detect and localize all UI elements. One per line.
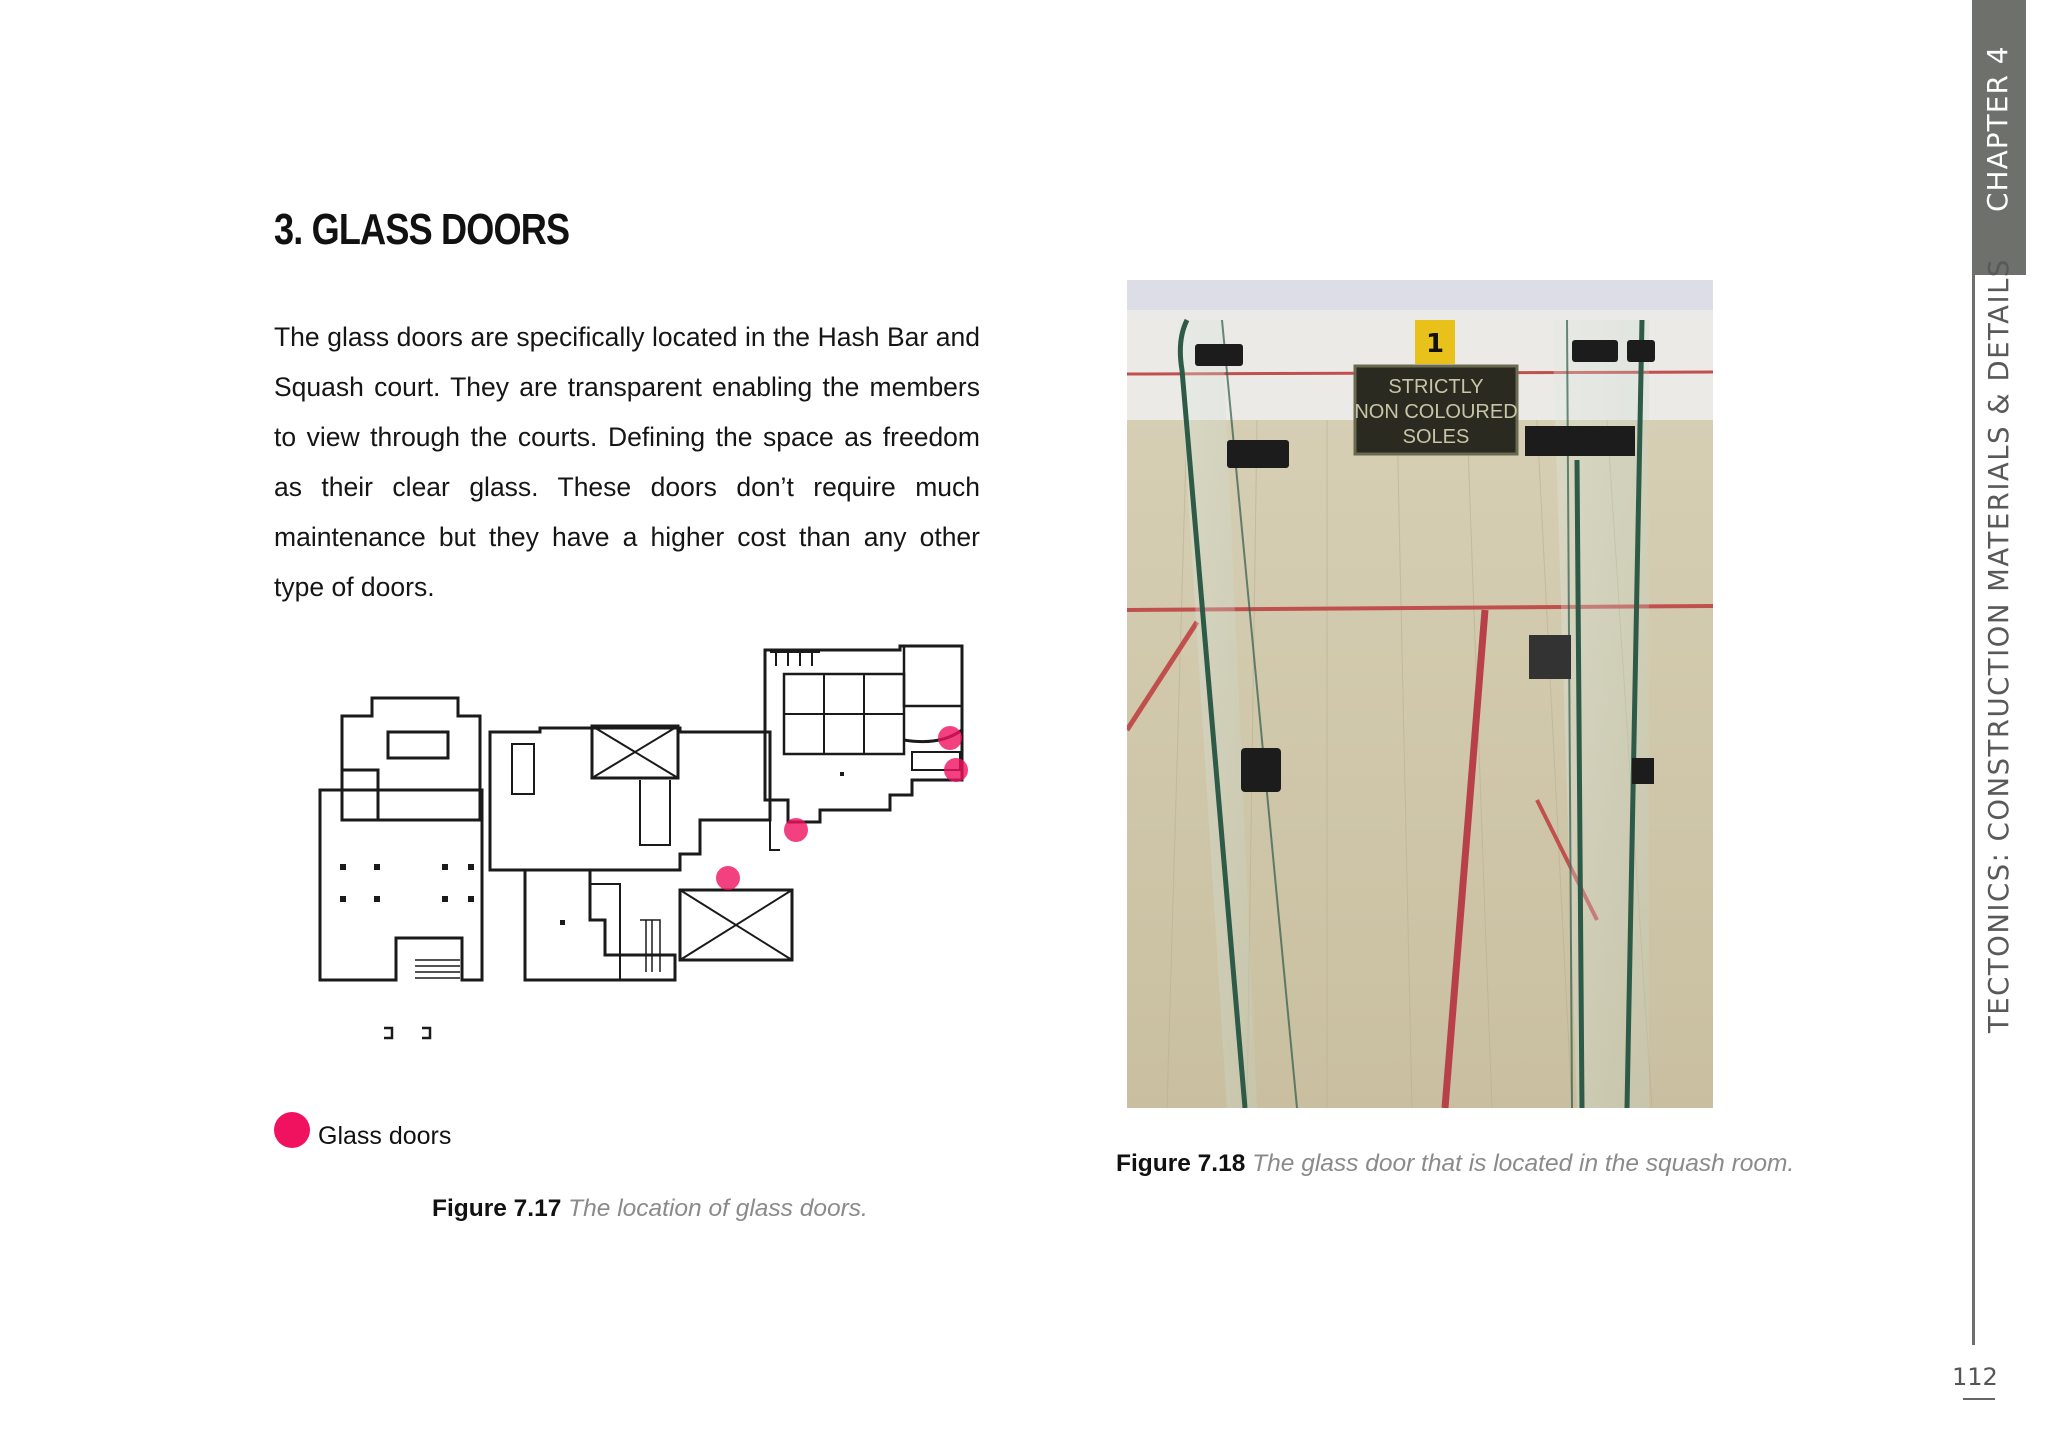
body-paragraph: The glass doors are specifically located in the Hash Bar and Squash court. They are transparent enabling the members to view through the courts. Defining the space as freedom as their clear glass. These doors don’t require much maintenance but they have a higher cost than any other type of doors. [274, 322, 980, 602]
figure-7-17-caption [432, 1195, 868, 1223]
squash-court-photo [1127, 280, 1713, 1108]
squash-court-drawing [1127, 280, 1713, 1108]
legend-marker [274, 1112, 310, 1148]
page-number: 112 [1952, 1363, 1998, 1391]
sign-line-3: SOLES [1402, 426, 1470, 448]
legend-label: Glass doors [318, 1122, 452, 1150]
figure-description: The glass door that is located in the squash room. [1252, 1150, 1795, 1177]
section-title: 3. GLASS DOORS [274, 205, 570, 254]
figure-number: Figure 7.18 [1116, 1150, 1246, 1177]
figure-7-18-caption [1116, 1150, 1794, 1178]
court-number: 1 [1425, 329, 1445, 359]
page-number-underline [1963, 1398, 1995, 1400]
sign-line-1: STRICTLY [1388, 376, 1484, 398]
floor-plan-figure [300, 620, 980, 1060]
chapter-label: CHAPTER 4 [1981, 45, 2014, 212]
running-section-title: TECTONICS: CONSTRUCTION MATERIALS & DETAILS [1983, 258, 2015, 1033]
sign-line-2: NON COLOURED [1354, 401, 1518, 423]
figure-number: Figure 7.17 [432, 1195, 562, 1222]
floor-plan-drawing [300, 620, 980, 1060]
figure-description: The location of glass doors. [568, 1195, 868, 1222]
